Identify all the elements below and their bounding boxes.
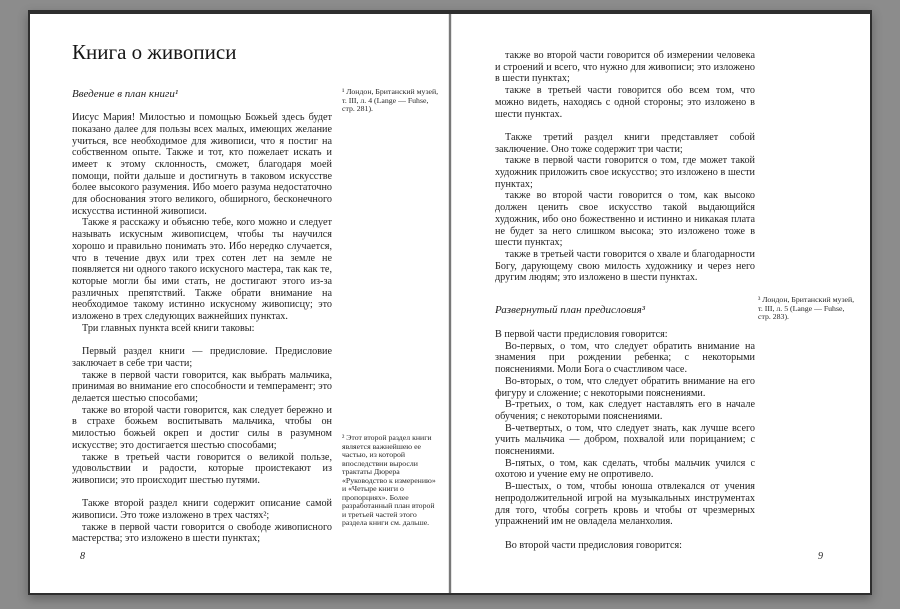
right-text-column (495, 50, 755, 551)
paragraph: также во второй части говорится об измерении человека и строений и всего, что нужно для живописи; это изложено в шести пунктах; (495, 50, 755, 85)
paragraph: также в первой части говорится о свободе живописного мастерства; это изложено в шести пунктах; (72, 521, 332, 545)
paragraph: Во второй части предисловия говорится: (505, 539, 682, 551)
paragraph: Три главных пункта всей книги таковы: (82, 322, 255, 334)
section-heading-introduction: Введение в план книги¹ (72, 88, 179, 101)
margin-note: ¹ Лондон, Британский музей, т. III, л. 4 (Lange — Fuhse, стр. 281). (342, 87, 439, 113)
left-text-column (72, 40, 332, 545)
book-spine (449, 14, 451, 593)
paragraph: Также второй раздел книги содержит описание самой живописи. Это тоже изложено в трех частях²; (72, 498, 332, 522)
paragraph: также во второй части говорится о том, как высоко должен ценить свое искусство такой выдающийся художник, ибо оно божественно и истинно и никакая плата не будет за него слишком высока; это изложено тоже в шести пунктах; (495, 190, 755, 249)
paragraph: также в третьей части говорится о хвале и благодарности Богу, дарующему свою милость художнику и через него другим людям; это изложено в шести пунктах. (495, 248, 755, 284)
page-number: 8 (80, 551, 85, 562)
paragraph: Во-вторых, о том, что следует обратить внимание на его фигуру и сложение; с некоторыми пояснениями. (495, 375, 755, 399)
book-spread (28, 10, 872, 595)
paragraph: В-шестых, о том, чтобы юноша отвлекался от учения непродолжительной игрой на музыкальных инструментах для того, чтобы согреть кровь и чтобы от чрезмерных упражнений им не овладела меланхолия. (495, 481, 755, 528)
page-title: Книга о живописи (72, 40, 237, 64)
margin-note: ³ Лондон, Британский музей, т. III, л. 5 (Lange — Fuhse, стр. 283). (758, 295, 855, 321)
paragraph: также в первой части говорится, как выбрать мальчика, принимая во внимание его способности и темперамент; это делается шестью способами; (72, 369, 332, 404)
page-number: 9 (818, 551, 823, 562)
section-heading-preface-plan: Развернутый план предисловия³ (495, 304, 646, 317)
paragraph: Первый раздел книги — предисловие. Предисловие заключает в себе три части; (72, 346, 332, 369)
page-left (30, 14, 450, 593)
paragraph: также в третьей части говорится обо всем том, что можно видеть, находясь с одной стороны; это изложено в шести пунктах. (495, 85, 755, 120)
paragraph: также во второй части говорится, как следует бережно и в страхе божьем воспитывать мальчика, чтобы он милостью божьей окреп и достиг силы в разумном искусстве; это достигается шестью способами; (72, 404, 332, 451)
paragraph: Также третий раздел книги представляет собой заключение. Оно тоже содержит три части; (495, 131, 755, 155)
paragraph: В-третьих, о том, как следует наставлять его в начале обучения; с некоторыми пояснениями. (495, 399, 755, 422)
page-right (450, 14, 870, 593)
paragraph: также в третьей части говорится о великой пользе, удовольствии и радости, которые проистекают из живописи; это происходит шестью путями. (72, 451, 332, 486)
paragraph: В-пятых, о том, как сделать, чтобы мальчик учился с охотою и учение ему не опротивело. (495, 457, 755, 481)
paragraph: В-четвертых, о том, что следует знать, как лучше всего учить мальчика — добром, похвалой или порицанием; с пояснениями. (495, 422, 755, 458)
paragraph: также в первой части говорится о том, где может такой художник приложить свое искусство; это изложено в шести пунктах; (495, 155, 755, 190)
margin-note: ² Этот второй раздел книги является важнейшею ее частью, из которой впоследствии выросли трактаты Дюрера «Руководство к измерению» и «Четыре книги о пропорциях». Более разработанный план второй и третьей частей этого раздела книги см. дальше. (342, 433, 436, 527)
right-margin-notes-column (758, 14, 856, 593)
paragraph: Иисус Мария! Милостью и помощью Божьей здесь будет показано далее для пользы всех малых, имеющих желание учиться, все необходимое для живописи, что я постиг на собственном опыте. Также и тот, кто пожелает искать и имеет к этому склонность, сможет, благодаря моей помощи, пойти дальше и достигнуть в таковом искусстве более высокого разумения. Ибо моего разума недостаточно для обоснования этого великого, обширного, бесконечного искусства истинной живописи. (72, 112, 332, 217)
paragraph: Во-первых, о том, что следует обратить внимание на знамения при рождении ребенка; с некоторыми пояснениями. Моли Бога о счастливом часе. (495, 340, 755, 376)
paragraph: Также я расскажу и объясню тебе, кого можно и следует называть искусным живописцем, чтобы ты научился хорошо и правильно понимать это. Ибо нередко случается, что в течение двух или трех сотен лет на земле не появляется ни одного такого искусного мастера, так как те, которые могли бы ими стать, не достигают этого из-за различных препятствий. Также обрати внимание на необходимое такому истинно искусному живописцу; это изложено в трех следующих важнейших пунктах. (72, 217, 332, 323)
left-margin-notes-column (342, 14, 439, 593)
paragraph: В первой части предисловия говорится: (495, 329, 668, 341)
